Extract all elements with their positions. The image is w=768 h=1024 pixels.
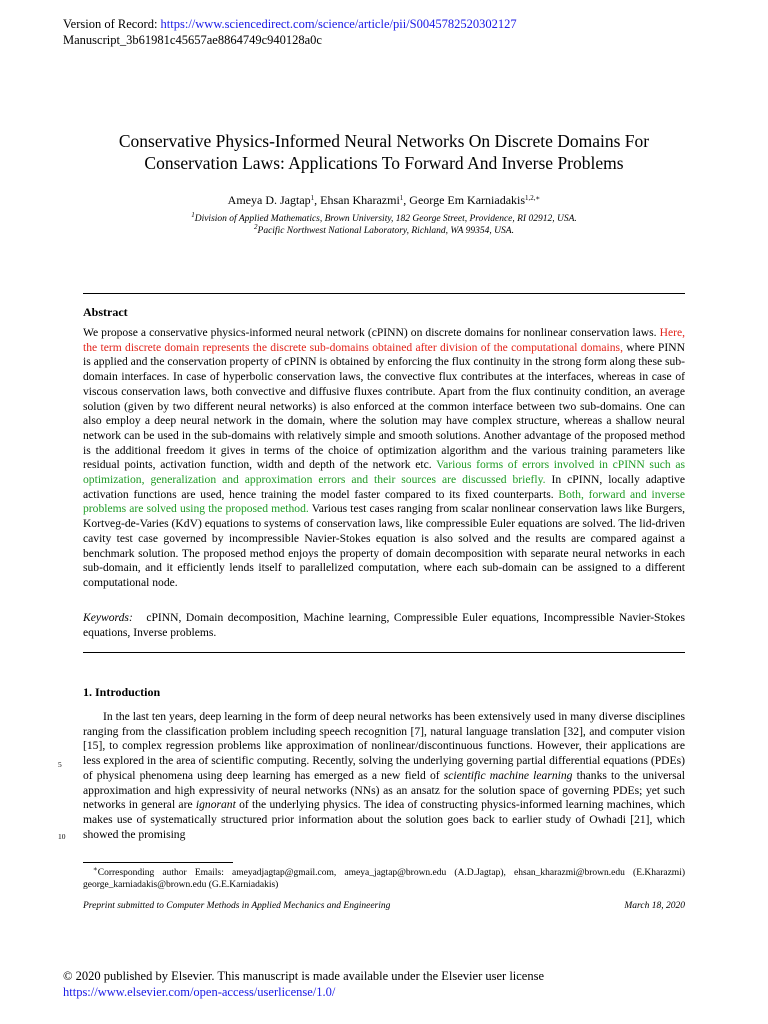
- author-list: Ameya D. Jagtap$^1$, Ehsan Kharazmi$^1$, George Em Karniadakis$^{1,2,∗}$: [227, 193, 541, 207]
- footnote-rule: [83, 862, 233, 863]
- author-3-sup: 1,2,∗: [525, 194, 541, 202]
- author-3: George Em Karniadakis: [409, 193, 526, 207]
- line-number-10: 10: [58, 832, 66, 841]
- section-heading-introduction: 1. Introduction: [83, 685, 161, 699]
- intro-text-3: of the underlying physics. The idea of constructing physics-informed learning machines, which makes use of systematically structured prior information about the solution goes back to earlier study of Owhadi [21], which showed the promising: [83, 798, 686, 841]
- footer-date: March 18, 2020: [624, 901, 685, 911]
- affiliation-2-sup: 2: [254, 223, 258, 231]
- copyright-notice: © 2020 published by Elsevier. This manuscript is made available under the Elsevier user license: [63, 969, 545, 983]
- abstract-top-rule: [83, 293, 685, 294]
- abstract-body: [83, 326, 685, 591]
- abstract-sentence-7: Various test cases ranging from scalar nonlinear conservation laws like Burgers, Kortveg-de-Varies (KdV) equations to systems of conservation laws, like compressible Euler equations are solved. The lid-driven cavity test case governed by incompressible Navier-Stokes equation is also solved and the results are compared against a benchmark solution. The proposed method enjoys the property of domain decomposition with separate neural networks in each sub-domain, and it efficiently lends itself to parallelized computation, where each sub-domain can be assigned to a different computational node.: [83, 502, 685, 589]
- paper-title: [80, 130, 688, 174]
- affiliation-1-sup: 1: [191, 211, 195, 219]
- manuscript-id: Manuscript_3b61981c45657ae8864749c940128a0c: [63, 33, 322, 47]
- abstract-highlight-green-2: Both, forward and inverse problems are solved using the proposed method.: [83, 487, 686, 516]
- version-link[interactable]: https://www.sciencedirect.com/science/article/pii/S0045782520302127: [160, 17, 517, 31]
- affiliation-2-text: Pacific Northwest National Laboratory, Richland, WA 99354, USA.: [257, 226, 514, 236]
- abstract-sentence-1: We propose a conservative physics-informed neural network (cPINN) on discrete domains for nonlinear conservation laws.: [83, 326, 657, 339]
- abstract-sentence-3: where PINN is applied and the conservation property of cPINN is obtained by enforcing the flux continuity in the strong form along these sub-domain interfaces. In case of hyperbolic conservation laws, the convective flux contributes at the interfaces, whereas in case of viscous conservation laws, both convective and diffusive fluxes contribute. Apart from the flux continuity condition, an average solution (given by two different neural networks) is also enforced at the common interface between two sub-domains. One can also employ a deep neural network in the domain, where the solution may have complex structure, whereas a shallow neural network can be used in the sub-domains with relatively simple and smooth solutions. Another advantage of the proposed method is the additional freedom it gives in terms of the choice of optimization algorithm and the various training parameters like residual points, activation function, width and depth of the network etc.: [83, 340, 685, 472]
- abstract-heading: Abstract: [83, 305, 128, 319]
- title-line-2: Conservation Laws: Applications To Forward And Inverse Problems: [144, 153, 624, 173]
- title-line-1: Conservative Physics-Informed Neural Networks On Discrete Domains For: [118, 131, 650, 151]
- author-1-sup: 1: [310, 194, 315, 202]
- intro-text-2: thanks to the universal approximation and high expressivity of neural networks (NNs) as an ansatz for the solution space of governing PDEs; yet such networks in general are: [83, 768, 685, 812]
- abstract-sentence-5: In cPINN, locally adaptive activation functions are used, hence training the model faster compared to its fixed counterparts.: [83, 473, 685, 501]
- footnote-text: Corresponding author Emails: ameyadjagtap@gmail.com, ameya_jagtap@brown.edu (A.D.Jagtap), ehsan_kharazmi@brown.edu (E.Kharazmi) george_karniadakis@brown.edu (G.E.Karniadakis): [83, 868, 685, 890]
- author-2-sup: 1: [399, 194, 404, 202]
- version-of-record: [63, 16, 517, 32]
- keywords-text: cPINN, Domain decomposition, Machine learning, Compressible Euler equations, Incompressible Navier-Stokes equations, Inverse problems.: [83, 611, 685, 639]
- introduction-paragraph: [83, 710, 685, 842]
- footer-journal: Preprint submitted to Computer Methods in Applied Mechanics and Engineering: [83, 901, 391, 911]
- footnote: [83, 867, 685, 891]
- intro-emphasis-1: scientific machine learning: [443, 768, 573, 782]
- abstract-highlight-green-1: Various forms of errors involved in cPINN such as optimization, generalization and approximation errors and their sources are discussed briefly.: [83, 458, 685, 487]
- intro-text-1: In the last ten years, deep learning in the form of deep neural networks has been extensively used in many diverse disciplines ranging from the classification problem including speech recognition [7], natural language translation [32], and computer vision [15], to complex regression problems like approximation of nonlinear/discontinuous functions. However, their applications are less explored in the area of scientific computing. Recently, solving the underlying governing partial differential equations (PDEs) of physical phenomena using deep learning has emerged as a new field of: [83, 710, 685, 782]
- version-label: Version of Record:: [63, 17, 158, 31]
- keywords-label: Keywords:: [83, 611, 133, 624]
- affiliation-2: [80, 223, 688, 237]
- abstract-bottom-rule: [83, 652, 685, 653]
- line-number-5: 5: [58, 760, 62, 769]
- author-1: Ameya D. Jagtap: [227, 193, 311, 207]
- footnote-mark: ∗: [93, 865, 98, 873]
- keywords: [83, 611, 685, 640]
- author-2: Ehsan Kharazmi: [320, 193, 400, 207]
- intro-emphasis-2: ignorant: [195, 798, 236, 812]
- affiliation-1-text: Division of Applied Mathematics, Brown University, 182 George Street, Providence, RI 02912, USA.: [194, 214, 577, 224]
- license-link[interactable]: https://www.elsevier.com/open-access/userlicense/1.0/: [63, 985, 336, 999]
- abstract-highlight-red: Here, the term discrete domain represents the discrete sub-domains obtained after division of the computational domains,: [83, 326, 686, 354]
- page-footer: [83, 901, 685, 911]
- affiliation-1: [80, 211, 688, 225]
